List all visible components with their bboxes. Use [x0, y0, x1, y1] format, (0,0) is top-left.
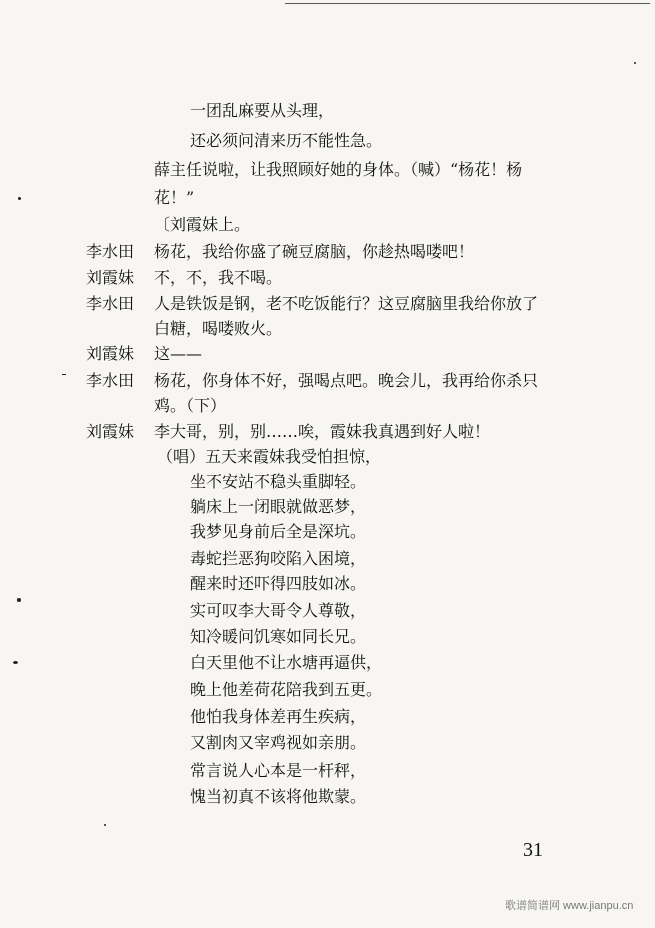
- speaker-name: 刘霞妹: [86, 344, 135, 363]
- verse-line: 毒蛇拦恶狗咬陷入困境，: [190, 549, 367, 568]
- verse-line: 白天里他不让水塘再逼供，: [190, 653, 383, 672]
- scan-speck: [634, 62, 636, 64]
- verse-line: 常言说人心本是一杆秤，: [190, 761, 367, 780]
- verse-line: 醒来时还吓得四肢如冰。: [190, 574, 367, 593]
- verse-line: 又割肉又宰鸡视如亲朋。: [190, 733, 367, 752]
- dialogue-line: 杨花，你身体不好，强喝点吧。晚会儿，我再给你杀只: [154, 371, 539, 390]
- verse-line: 躺床上一闭眼就做恶梦，: [190, 497, 367, 516]
- speaker-name: 李水田: [86, 371, 135, 390]
- page-number: 31: [523, 839, 543, 861]
- scan-speck: [17, 598, 21, 602]
- narration-line: 薛主任说啦，让我照顾好她的身体。（喊）“杨花！杨: [154, 160, 523, 179]
- top-rule: [285, 3, 650, 4]
- stage-direction: 〔刘霞妹上。: [154, 215, 251, 234]
- verse-line: 他怕我身体差再生疾病，: [190, 707, 367, 726]
- verse-line: 愧当初真不该将他欺蒙。: [190, 787, 367, 806]
- scan-speck: [104, 824, 106, 826]
- verse-line: 晚上他差荷花陪我到五更。: [190, 680, 383, 699]
- verse-line: 还必须问清来历不能性急。: [190, 131, 383, 150]
- dialogue-line: 李大哥，别，别……唉，霞妹我真遇到好人啦！: [154, 422, 491, 441]
- scan-speck: [62, 374, 66, 375]
- speaker-name: 李水田: [86, 294, 135, 313]
- verse-line: 我梦见身前后全是深坑。: [190, 522, 367, 541]
- scan-speck: [18, 197, 21, 200]
- dialogue-continuation: 白糖，喝喽败火。: [154, 319, 283, 338]
- scan-speck: [13, 661, 18, 664]
- sung-verse-line: （唱）五天来霞妹我受怕担惊，: [157, 447, 382, 466]
- verse-line: 一团乱麻要从头理，: [190, 101, 335, 120]
- speaker-name: 刘霞妹: [86, 422, 135, 441]
- dialogue-line: 人是铁饭是钢，老不吃饭能行？这豆腐脑里我给你放了: [154, 294, 539, 313]
- dialogue-line: 这——: [154, 344, 203, 363]
- narration-line: 花！”: [154, 188, 195, 207]
- verse-line: 坐不安站不稳头重脚轻。: [190, 472, 367, 491]
- speaker-name: 李水田: [86, 242, 135, 261]
- verse-line: 实可叹李大哥令人尊敬，: [190, 601, 367, 620]
- dialogue-line: 杨花，我给你盛了碗豆腐脑，你趁热喝喽吧！: [154, 242, 475, 261]
- verse-line: 知冷暖问饥寒如同长兄。: [190, 627, 367, 646]
- dialogue-line: 不，不，我不喝。: [154, 268, 283, 287]
- site-watermark: 歌谱简谱网 www.jianpu.cn: [505, 900, 634, 912]
- dialogue-continuation: 鸡。（下）: [154, 396, 227, 415]
- speaker-name: 刘霞妹: [86, 268, 135, 287]
